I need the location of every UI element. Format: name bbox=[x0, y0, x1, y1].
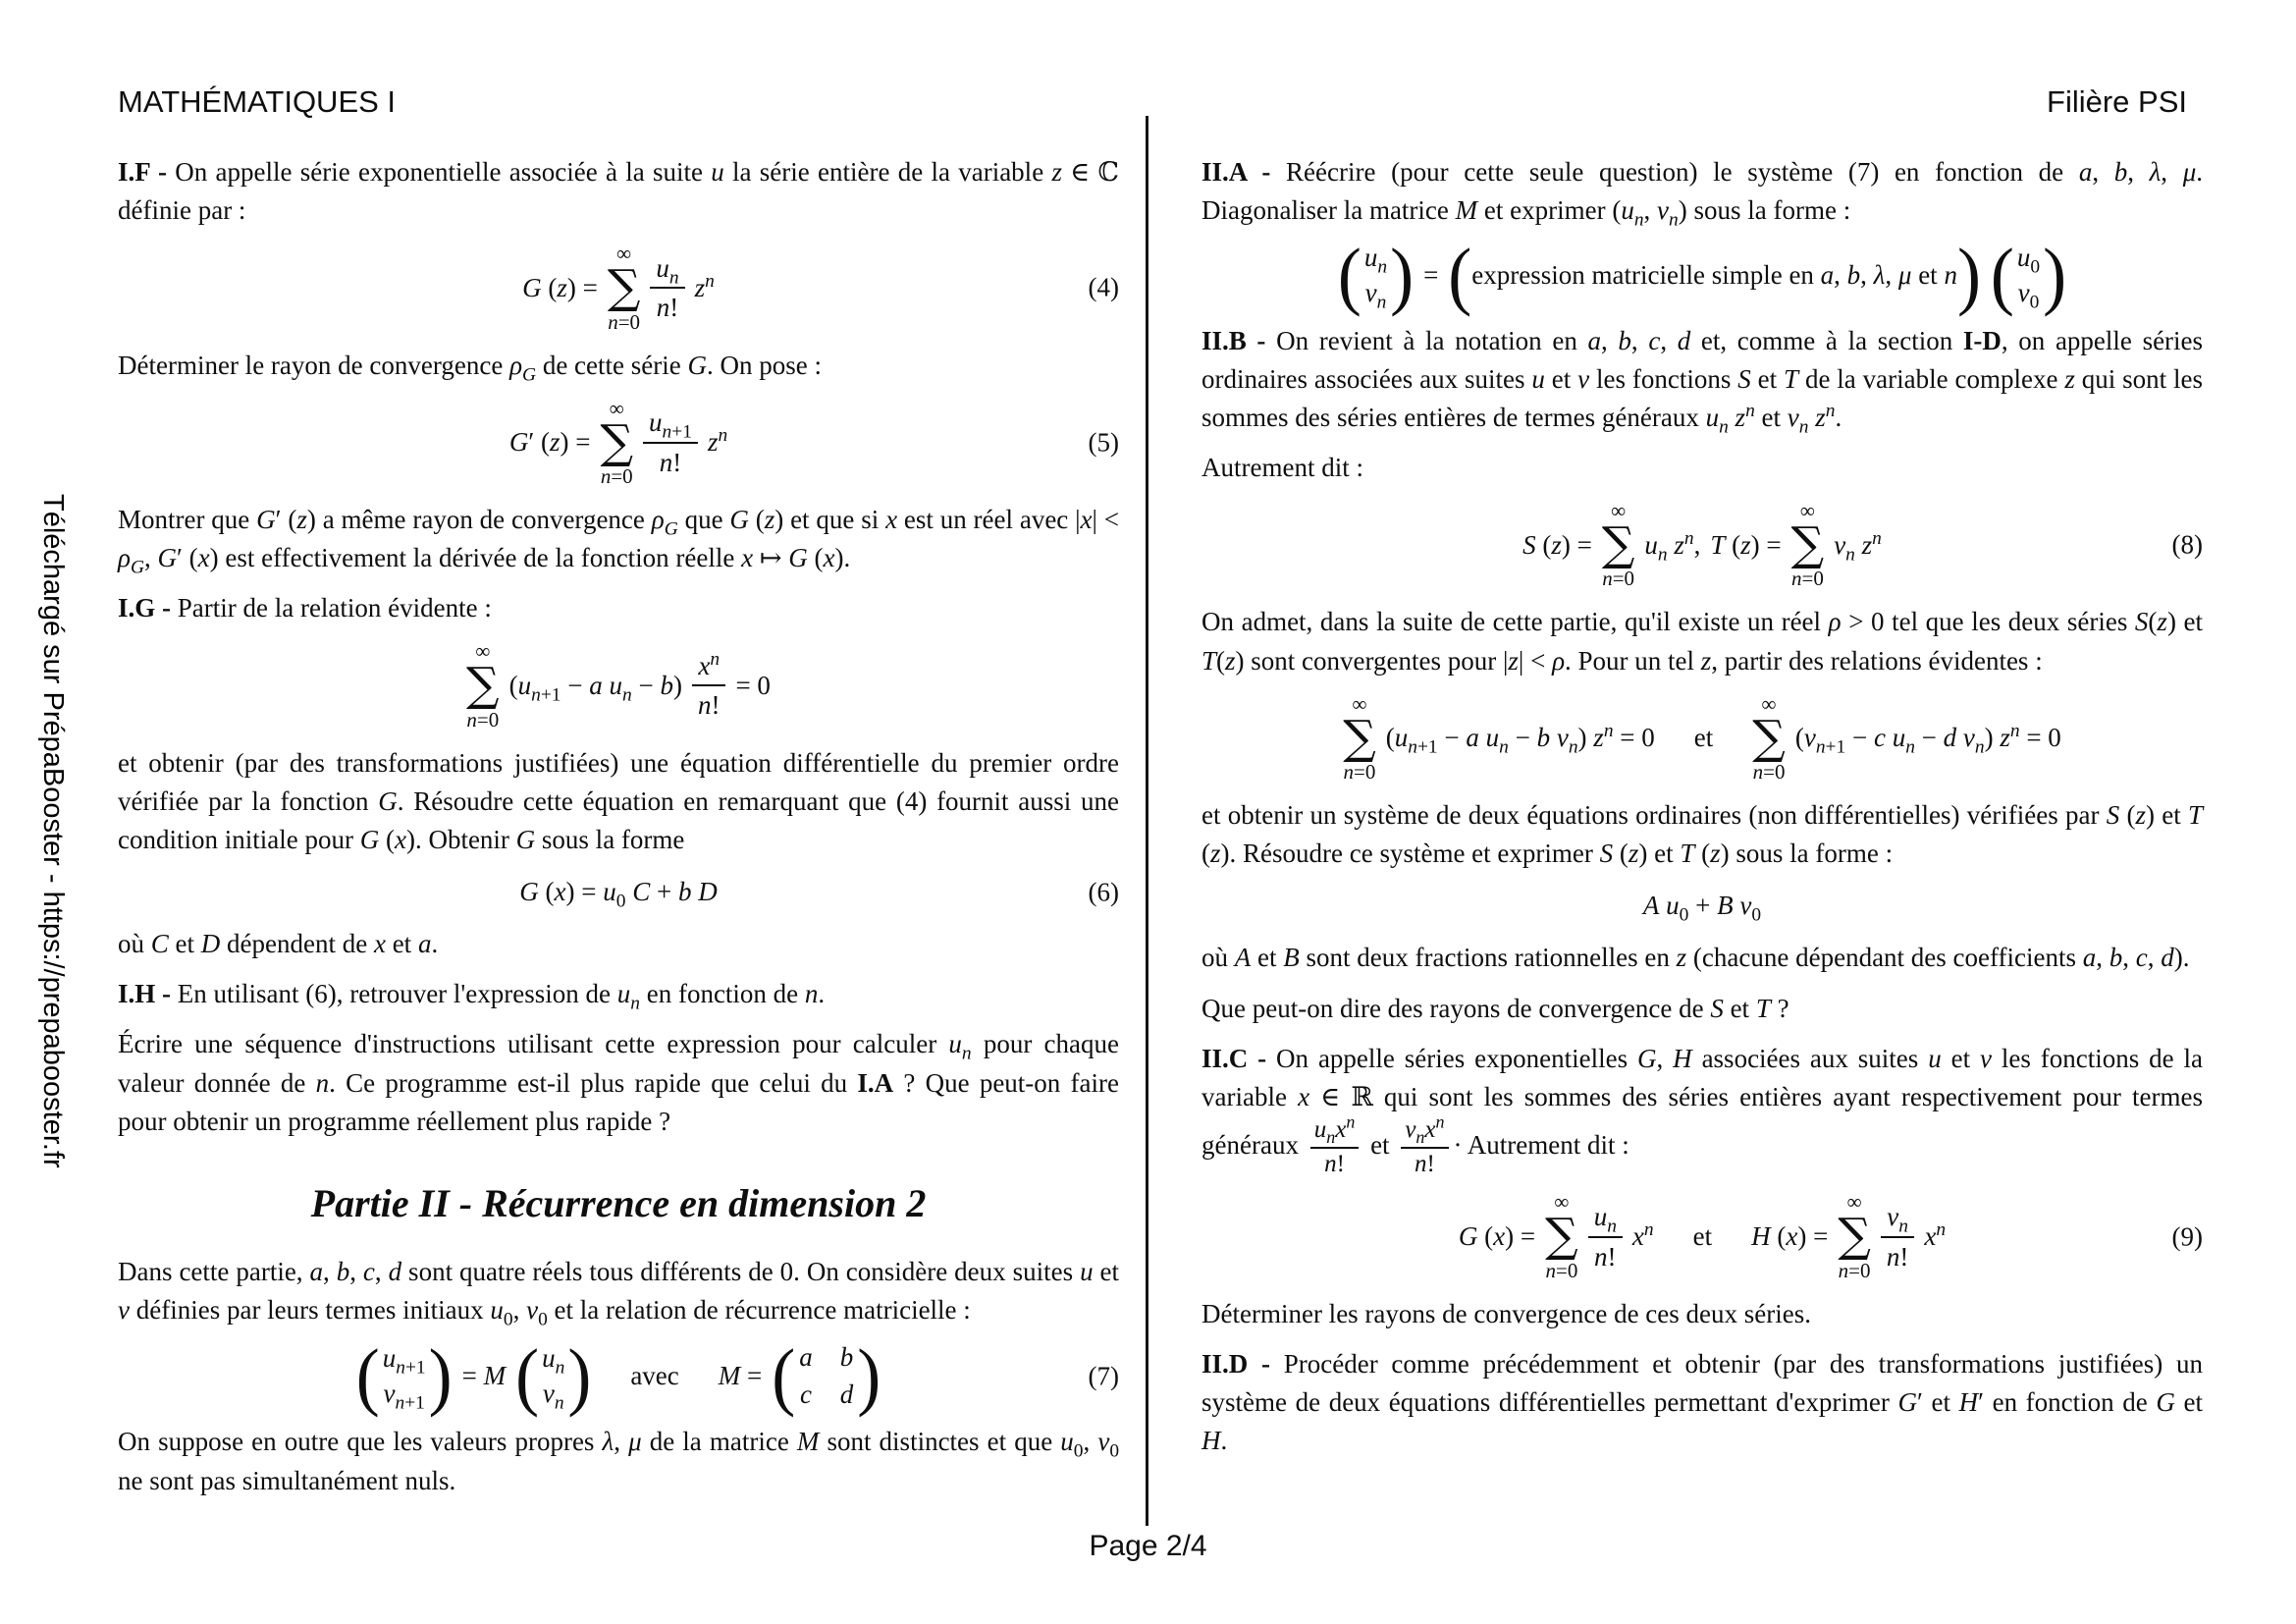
sum-operator bbox=[1343, 691, 1376, 784]
equation-IIA bbox=[1201, 233, 2203, 318]
part2-heading: Partie II - Récurrence en dimension 2 bbox=[310, 1180, 927, 1225]
sum-upper-limit: ∞ bbox=[1352, 691, 1367, 716]
sum-operator bbox=[608, 244, 641, 332]
sum-lower-limit: n=0 bbox=[608, 309, 641, 334]
vector-entry: $u_0$ bbox=[2016, 243, 2041, 278]
denominator: n! bbox=[1594, 1241, 1617, 1272]
sum-upper-limit: ∞ bbox=[1761, 691, 1777, 716]
page-header bbox=[118, 84, 2187, 120]
paragraph-IIB: II.B - On revient à la notation en a, b, c, d et, comme à la section I-D, on appelle séries ordinaires associées aux suites u et v les fonctions S et T de la variable complexe z qui sont les sommes des séries entières de termes généraux $u_n$ $z^n$ et $v_n$ $z^n$. bbox=[1201, 325, 2204, 438]
sum-lower-limit: n=0 bbox=[1752, 759, 1786, 784]
equation-5 bbox=[118, 396, 1119, 488]
paragraph-dans: Dans cette partie, a, b, c, d sont quatre réels tous différents de 0. On considère deux suites u et v définies par leurs termes initiaux $u_0$, $v_0$ et la relation de récurrence matricielle : bbox=[118, 1256, 1120, 1330]
sigma-symbol: ∑ bbox=[600, 414, 634, 469]
column-vector bbox=[355, 1332, 453, 1419]
left-paren: ( bbox=[1448, 233, 1472, 318]
sum-lower-limit: n=0 bbox=[600, 463, 633, 488]
matrix-entry: a bbox=[799, 1342, 813, 1373]
equation-sums bbox=[1201, 691, 2203, 784]
paragraph-determiner: Déterminer le rayon de convergence $\rho_G$ de cette série G. On pose : bbox=[118, 350, 822, 385]
right-column bbox=[1201, 147, 2203, 1472]
paragraph-IIC: II.C - On appelle séries exponentielles G, H associées aux suites u et v les fonctions de la variable x ∈ ℝ qui sont les sommes des séries entières ayant respectivement pour termes généraux $u_nx^n$ n! et $v_nx^n$ n! · Autrement dit : bbox=[1201, 1043, 2204, 1177]
eqig-body: ($u_{n+1} - a$ $u_n - b$) bbox=[508, 670, 682, 706]
vector-entry: $u_n$ bbox=[1363, 243, 1388, 278]
denominator: n! bbox=[656, 293, 679, 323]
column-vector bbox=[1337, 233, 1415, 318]
paragraph-etobtenir2: et obtenir un système de deux équations ordinaires (non différentielles) vérifiées par S (z) et T (z). Résoudre ce système et exprimer S (z) et T (z) sous la forme : bbox=[1201, 799, 2203, 869]
column-vector bbox=[1990, 233, 2067, 318]
eq5-lhs: G′ (z) = bbox=[508, 427, 591, 458]
equation-number: (5) bbox=[1088, 427, 1119, 458]
sum-operator bbox=[1838, 1192, 1871, 1280]
fraction bbox=[650, 252, 684, 324]
paragraph-IH: I.H - En utilisant (6), retrouver l'expression de $u_n$ en fonction de n. bbox=[118, 979, 826, 1014]
equation-number: (4) bbox=[1088, 272, 1119, 302]
paragraph-IIA: II.A - Réécrire (pour cette seule question) le système (7) en fonction de a, b, λ, μ. Diagonaliser la matrice M et exprimer ($u_n$, $v_n$) sous la forme : bbox=[1201, 157, 2203, 231]
eqiia-expression: expression matricielle simple en a, b, λ, μ et n bbox=[1471, 260, 1957, 291]
inline-fraction: $v_nx^n$ n! bbox=[1401, 1116, 1448, 1179]
left-paren: ( bbox=[1990, 233, 2014, 318]
paragraph-ecrire: Écrire une séquence d'instructions utilisant cette expression pour calculer $u_n$ pour chaque valeur donnée de n. Ce programme est-il plus rapide que celui du I.A ? Que peut-on faire pour obtenir un programme réellement plus rapide ? bbox=[118, 1029, 1119, 1136]
equation-number: (7) bbox=[1088, 1361, 1119, 1391]
sum-upper-limit: ∞ bbox=[1611, 499, 1627, 523]
column-divider bbox=[1146, 116, 1148, 1526]
paragraph-montrer: Montrer que G′ (z) a même rayon de convergence $\rho_G$ que G (z) et que si x est un réel avec $|x| < \rho_G$, G′ (x) est effectivement la dérivée de la fonction réelle x ↦ G (x). bbox=[118, 504, 1119, 578]
sigma-symbol: ∑ bbox=[1752, 710, 1786, 765]
equation-8 bbox=[1201, 501, 2203, 589]
right-paren: ) bbox=[428, 1332, 453, 1419]
paragraph-onadmet: On admet, dans la suite de cette partie, qu'il existe un réel ρ > 0 tel que les deux séries S(z) et T(z) sont convergentes pour |z| < ρ. Pour un tel z, partir des relations évidentes : bbox=[1201, 607, 2203, 676]
sum-lower-limit: n=0 bbox=[1343, 759, 1376, 784]
sigma-symbol: ∑ bbox=[1790, 517, 1825, 572]
sum-upper-limit: ∞ bbox=[1846, 1190, 1862, 1215]
sigma-symbol: ∑ bbox=[1601, 517, 1635, 572]
eq9-tail1: $x^n$ bbox=[1631, 1219, 1654, 1251]
sum-operator bbox=[1752, 691, 1786, 784]
paragraph-ouAB: où A et B sont deux fractions rationnelles en z (chacune dépendant des coefficients a, b, c, d). bbox=[1201, 943, 2190, 973]
sigma-symbol: ∑ bbox=[1343, 710, 1376, 765]
paragraph-suppose: On suppose en outre que les valeurs propres λ, μ de la matrice M sont distinctes et que $u_0$, $v_0$ ne sont pas simultanément nuls. bbox=[118, 1427, 1120, 1495]
sum-operator bbox=[466, 641, 500, 730]
paragraph-determiner2: Déterminer les rayons de convergence de ces deux séries. bbox=[1201, 1298, 1811, 1328]
column-vector bbox=[515, 1332, 592, 1419]
sigma-symbol: ∑ bbox=[466, 658, 500, 713]
paragraph-ou: où C et D dépendent de x et a. bbox=[118, 929, 439, 959]
eqsums-body2: ($v_{n+1} - c$ $u_n - d$ $v_n$) $z^n = 0$ bbox=[1794, 721, 2061, 758]
sum-upper-limit: ∞ bbox=[1799, 499, 1815, 523]
equation-number: (9) bbox=[2171, 1220, 2203, 1251]
sum-lower-limit: n=0 bbox=[1602, 567, 1635, 591]
equation-7 bbox=[118, 1332, 1119, 1419]
equation-9 bbox=[1201, 1192, 2203, 1280]
paragraph-IG: I.G - Partir de la relation évidente : bbox=[118, 593, 492, 623]
expression-AB bbox=[1201, 887, 2203, 925]
numerator: $u_n$ bbox=[650, 252, 684, 289]
eq7-matrix-lhs: M = bbox=[718, 1361, 763, 1391]
vector-entry: $u_n$ bbox=[542, 1343, 565, 1379]
paragraph-etobtenir: et obtenir (par des transformations justifiées) une équation différentielle du premier ordre vérifiée par la fonction G. Résoudre cette équation en remarquant que (4) fournit aussi une condition initiale pour G (x). Obtenir G sous la forme bbox=[118, 747, 1119, 854]
denominator: n! bbox=[697, 690, 721, 721]
equation-number: (6) bbox=[1088, 876, 1119, 906]
vector-entry: $v_n$ bbox=[542, 1378, 564, 1414]
sigma-symbol: ∑ bbox=[607, 260, 641, 315]
sum-operator bbox=[1602, 501, 1635, 589]
eq9-lhs2: H (x) = bbox=[1751, 1221, 1829, 1251]
eq5-tail: $z^n$ bbox=[707, 425, 728, 458]
avec-label: avec bbox=[630, 1361, 679, 1391]
eq9-lhs1: G (x) = bbox=[1458, 1221, 1536, 1251]
eqig-rhs: = 0 bbox=[735, 670, 771, 700]
numerator: $u_{n+1}$ bbox=[643, 406, 698, 443]
matrix-expression bbox=[1448, 233, 1981, 318]
paragraph-IID: II.D - Procéder comme précédemment et obtenir (par des transformations justifiées) un système de deux équations différentielles permettant d'exprimer G′ et H′ en fonction de G et H. bbox=[1201, 1348, 2203, 1456]
sum-upper-limit: ∞ bbox=[475, 639, 491, 664]
left-column bbox=[118, 147, 1119, 1512]
sum-upper-limit: ∞ bbox=[609, 396, 624, 420]
equation-IG bbox=[118, 641, 1119, 730]
matrix-2x2 bbox=[772, 1332, 881, 1419]
eq4-lhs: G (z) = bbox=[522, 272, 598, 302]
et-label: et bbox=[1692, 1221, 1713, 1251]
equation-6 bbox=[118, 873, 1119, 911]
sum-lower-limit: n=0 bbox=[466, 707, 500, 731]
sum-operator bbox=[1545, 1192, 1578, 1280]
expression-AB-body: A $u_0 + B$ $v_0$ bbox=[1642, 891, 1762, 926]
numerator: $v_n$ bbox=[1881, 1201, 1914, 1237]
sum-operator bbox=[1791, 501, 1825, 589]
paragraph-autrement: Autrement dit : bbox=[1201, 453, 1363, 483]
left-paren: ( bbox=[355, 1332, 380, 1419]
sigma-symbol: ∑ bbox=[1838, 1209, 1871, 1264]
filiere-label: Filière PSI bbox=[2047, 84, 2187, 119]
eq8-body2: $v_n$ $z^n$ bbox=[1834, 527, 1882, 566]
denominator: n! bbox=[659, 447, 682, 477]
watermark: Téléchargé sur PrépaBooster - https://prepabooster.fr bbox=[37, 494, 69, 1168]
vector-entry: $v_n$ bbox=[1364, 277, 1387, 313]
eq8-lhs2: T (z) = bbox=[1710, 529, 1782, 560]
et-label: et bbox=[1693, 723, 1714, 753]
vector-entry: $v_0$ bbox=[2017, 277, 2040, 313]
right-paren: ) bbox=[1390, 233, 1415, 318]
sum-upper-limit: ∞ bbox=[1554, 1190, 1570, 1215]
vector-entry: $v_{n+1}$ bbox=[383, 1378, 425, 1414]
left-paren: ( bbox=[1337, 233, 1362, 318]
matrix-entry: d bbox=[839, 1379, 854, 1409]
right-paren: ) bbox=[2043, 233, 2067, 318]
vector-entry: $u_{n+1}$ bbox=[382, 1343, 426, 1379]
eq8-lhs1: S (z) = bbox=[1522, 529, 1592, 560]
fraction bbox=[692, 650, 726, 722]
fraction bbox=[1588, 1201, 1623, 1272]
matrix-entry: c bbox=[799, 1379, 812, 1409]
eq8-body1: $u_n$ $z^n$, bbox=[1644, 527, 1701, 566]
fraction bbox=[1881, 1201, 1915, 1272]
eq6-body: G $(x) = u_0$ C + b D bbox=[519, 876, 718, 912]
inline-fraction: $u_nx^n$ n! bbox=[1310, 1116, 1360, 1179]
paragraph-IF: I.F - On appelle série exponentielle associée à la suite u la série entière de la variable z ∈ ℂ définie par : bbox=[118, 157, 1119, 226]
eqsums-body1: ($u_{n+1} - a$ $u_n - b$ $v_n$) $z^n = 0$ bbox=[1385, 721, 1655, 758]
sum-upper-limit: ∞ bbox=[616, 242, 632, 266]
matrix-entry: b bbox=[839, 1342, 854, 1373]
sum-lower-limit: n=0 bbox=[1838, 1258, 1871, 1282]
left-paren: ( bbox=[515, 1332, 540, 1419]
left-paren: ( bbox=[772, 1332, 796, 1419]
sum-lower-limit: n=0 bbox=[1790, 567, 1824, 591]
equation-number: (8) bbox=[2171, 529, 2203, 560]
eq7-mid: = M bbox=[461, 1361, 507, 1391]
numerator: $u_n$ bbox=[1588, 1201, 1623, 1237]
equation-4 bbox=[118, 244, 1119, 332]
fraction bbox=[643, 406, 698, 478]
right-paren: ) bbox=[857, 1332, 881, 1419]
right-paren: ) bbox=[567, 1332, 592, 1419]
paragraph-que: Que peut-on dire des rayons de convergence de S et T ? bbox=[1201, 993, 1789, 1023]
right-paren: ) bbox=[1956, 233, 1981, 318]
numerator: $x^n$ bbox=[692, 650, 725, 686]
document-title: MATHÉMATIQUES I bbox=[118, 84, 397, 119]
sum-operator bbox=[600, 396, 634, 488]
denominator: n! bbox=[1886, 1241, 1909, 1272]
sum-lower-limit: n=0 bbox=[1545, 1258, 1578, 1282]
eq4-tail: $z^n$ bbox=[694, 270, 715, 302]
eqiia-equals: = bbox=[1423, 260, 1439, 291]
eq9-tail2: $x^n$ bbox=[1924, 1219, 1947, 1251]
page-footer: Page 2/4 bbox=[1089, 1530, 1207, 1562]
sigma-symbol: ∑ bbox=[1545, 1209, 1578, 1264]
